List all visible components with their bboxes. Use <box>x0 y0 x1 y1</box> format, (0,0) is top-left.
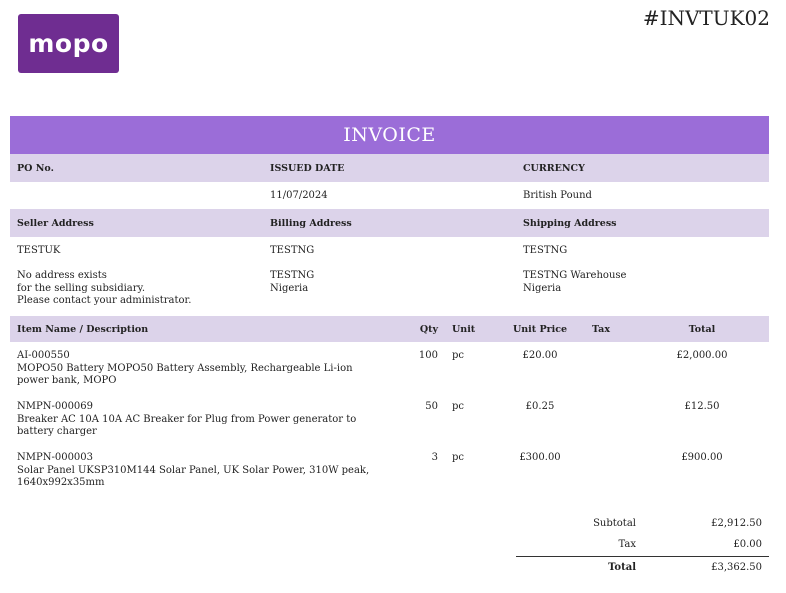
shipping-address-line: TESTNG Warehouse <box>523 270 627 281</box>
tax-value: £0.00 <box>733 539 762 550</box>
total-value: £3,362.50 <box>711 562 762 573</box>
item-unit: pc <box>452 401 465 412</box>
shipping-name: TESTNG <box>523 245 568 256</box>
total-row <box>516 557 769 578</box>
item-code: NMPN-000003 <box>17 452 94 463</box>
item-desc-line: Solar Panel UKSP310M144 Solar Panel, UK Solar Power, 310W peak, <box>17 464 370 476</box>
subtotal-label: Subtotal <box>593 518 636 529</box>
total-label: Total <box>608 562 636 573</box>
billing-address <box>263 270 516 295</box>
item-desc-line: MOPO50 Battery MOPO50 Battery Assembly, Rechargeable Li-ion <box>17 362 353 374</box>
company-logo <box>18 14 119 73</box>
item-unit: pc <box>452 452 465 463</box>
item-unit-price: £20.00 <box>522 350 558 361</box>
item-desc-line: Breaker AC 10A 10A AC Breaker for Plug from Power generator to <box>17 413 357 425</box>
address-name-row <box>10 237 769 264</box>
item-qty: 100 <box>418 350 438 361</box>
billing-address-line: Nigeria <box>270 282 309 294</box>
item-qty: 50 <box>425 401 438 412</box>
item-name-header: Item Name / Description <box>17 323 149 335</box>
item-total: £2,000.00 <box>676 350 728 361</box>
item-desc-line: 1640x992x35mm <box>17 477 105 488</box>
currency-label: CURRENCY <box>523 162 585 174</box>
qty-header: Qty <box>419 323 438 335</box>
item-desc-line: power bank, MOPO <box>17 375 117 386</box>
item-total: £900.00 <box>681 452 723 463</box>
logo-text: mopo <box>28 29 109 58</box>
info-value-row <box>10 182 769 209</box>
item-desc-line: battery charger <box>17 426 97 437</box>
tax-label: Tax <box>618 539 636 550</box>
unit-header: Unit <box>452 323 476 335</box>
tax-header: Tax <box>592 323 610 335</box>
billing-name: TESTNG <box>270 245 315 256</box>
address-detail-row <box>10 264 769 316</box>
seller-address <box>10 270 263 308</box>
item-unit-price: £0.25 <box>525 401 555 412</box>
subtotal-row <box>516 513 769 534</box>
invoice-body <box>10 116 769 496</box>
table-row <box>10 401 769 445</box>
currency-value: British Pound <box>523 190 592 201</box>
shipping-address-line: Nigeria <box>523 282 562 294</box>
item-description <box>10 452 390 490</box>
table-row <box>10 350 769 394</box>
item-code: NMPN-000069 <box>17 401 94 412</box>
issued-date-value: 11/07/2024 <box>270 190 328 201</box>
total-header: Total <box>688 323 716 335</box>
item-unit: pc <box>452 350 465 361</box>
seller-name: TESTUK <box>17 245 61 256</box>
item-unit-price: £300.00 <box>519 452 561 463</box>
item-qty: 3 <box>431 452 438 463</box>
tax-row <box>516 534 769 555</box>
item-total: £12.50 <box>684 401 720 412</box>
seller-address-line: No address exists <box>17 270 107 281</box>
subtotal-value: £2,912.50 <box>711 518 762 529</box>
seller-address-line: for the selling subsidiary. <box>17 282 146 294</box>
shipping-address-label: Shipping Address <box>523 217 617 229</box>
billing-address-label: Billing Address <box>270 217 352 229</box>
unit-price-header: Unit Price <box>512 323 568 335</box>
seller-address-label: Seller Address <box>17 217 94 229</box>
table-row <box>10 452 769 496</box>
invoice-title: INVOICE <box>10 116 769 154</box>
address-header-row <box>10 209 769 237</box>
po-label: PO No. <box>17 162 54 174</box>
seller-address-line: Please contact your administrator. <box>17 295 192 306</box>
totals-block <box>516 513 769 578</box>
shipping-address <box>516 270 769 295</box>
invoice-number: #INVTUK02 <box>642 6 770 30</box>
item-code: AI-000550 <box>17 350 70 361</box>
items-header-row <box>10 316 769 342</box>
item-description <box>10 350 390 388</box>
info-header-row <box>10 154 769 182</box>
item-description <box>10 401 390 439</box>
billing-address-line: TESTNG <box>270 270 315 281</box>
issued-date-label: ISSUED DATE <box>270 162 345 174</box>
